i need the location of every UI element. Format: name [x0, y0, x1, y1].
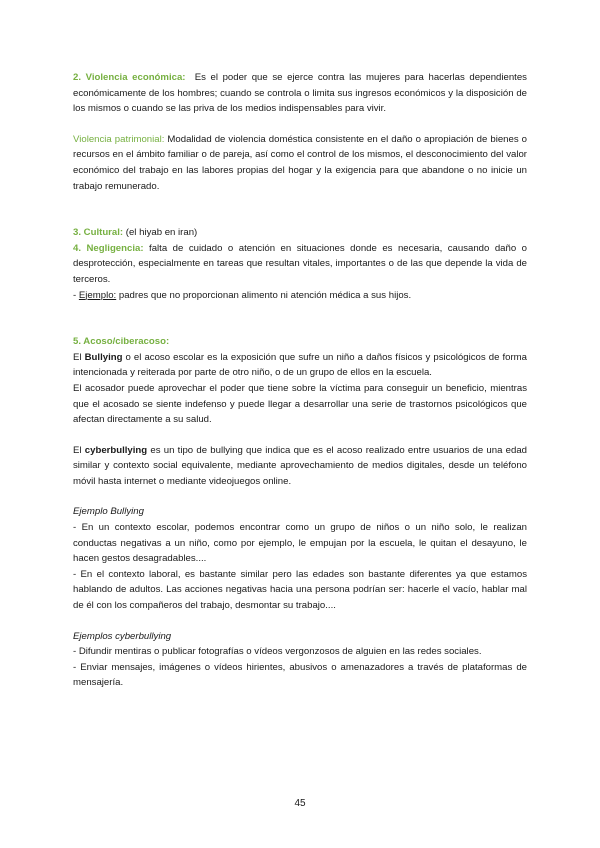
cyberbullying-def-text: es un tipo de bullying que indica que es el acoso realizado entre usuarios de una edad similar y contexto social equivalente, mediante aprovechamiento de medios digitales, desde un teléfono móvil hasta internet o mediante videojuegos online.	[73, 444, 528, 487]
bullying-def-pre: El	[73, 351, 85, 363]
page-content	[73, 70, 527, 691]
acosador-paragraph: El acosador puede aprovechar el poder que tiene sobre la víctima para conseguir un beneficio, mientras que el acosado se siente indefenso y puede llegar a desarrollar una serie de trastornos psicológicos que afectan directamente a su salud.	[73, 382, 527, 426]
bullying-example-escolar: - En un contexto escolar, podemos encontrar como un grupo de niños o un niño solo, le realizan conductas negativas a un niño, como por ejemplo, le empujan por la escuela, le quitan el desayuno, le hacen gestos desagradables....	[73, 522, 527, 565]
negligencia-heading: 4. Negligencia:	[73, 242, 144, 254]
bullying-term: Bullying	[84, 351, 123, 363]
acoso-heading-line	[73, 334, 527, 350]
bullying-example-laboral: - En el contexto laboral, es bastante similar pero las edades son bastante diferentes ya que estamos hablando de adultos. Las acciones negativas hacia una persona podrían ser: hacerle el vacío, hablar mal de él con los compañeros del trabajo, desmontar su trabajo....	[73, 568, 527, 612]
cultural-text: (el hiyab en iran)	[125, 227, 198, 239]
bullying-examples-title: Ejemplo Bullying	[73, 506, 144, 518]
bullying-definition	[73, 350, 527, 381]
violencia-economica-paragraph	[73, 70, 527, 117]
acoso-heading: 5. Acoso/ciberacoso:	[73, 336, 170, 348]
cyber-examples-title: Ejemplos cyberbullying	[73, 630, 172, 642]
negligencia-example	[73, 288, 527, 304]
bullying-def-text: o el acoso escolar es la exposición que sufre un niño a daños físicos y psicológicos de forma intencionada y reiterada por parte de otro niño, o de un grupo de ellos en la escuela.	[73, 351, 527, 379]
page-number: 45	[294, 798, 306, 809]
cyberbullying-term: cyberbullying	[84, 444, 148, 456]
violencia-patrimonial-paragraph	[73, 132, 527, 194]
cultural-heading: 3. Cultural:	[73, 227, 124, 239]
negligencia-example-text: padres que no proporcionan alimento ni atención médica a sus hijos.	[116, 289, 412, 301]
violencia-economica-heading: 2. Violencia económica:	[73, 72, 186, 83]
negligencia-paragraph	[73, 241, 527, 288]
violencia-economica-text: Es el poder que se ejerce contra las mujeres para hacerlas dependientes económicamente de los hombres; cuando se controla o limita sus ingresos económicos y la disposición de los mismos o cuando se las priva de los medios indispensables para vivir.	[73, 72, 527, 115]
negligencia-example-prefix: -	[73, 289, 79, 301]
cyber-example-difundir: - Difundir mentiras o publicar fotografías o vídeos vergonzosos de alguien en las redes sociales.	[73, 646, 482, 658]
violencia-patrimonial-heading: Violencia patrimonial:	[73, 133, 165, 145]
cultural-paragraph	[73, 225, 527, 241]
cyberbullying-def-pre: El	[73, 444, 85, 456]
negligencia-example-label: Ejemplo:	[78, 289, 117, 301]
negligencia-text: falta de cuidado o atención en situaciones donde es necesaria, causando daño o desprotección, especialmente en tareas que resultan vitales, importantes o de las que depende la vida de terceros.	[73, 242, 528, 285]
violencia-patrimonial-text: Modalidad de violencia doméstica consistente en el daño o apropiación de bienes o recursos en el ámbito familiar o de pareja, así como el control de los mismos, el desconocimiento del valor económico del trabajo en las labores propias del hogar y la exigencia para que abandone o no inicie un trabajo remunerado.	[73, 133, 527, 192]
cyberbullying-definition	[73, 443, 527, 490]
cyber-example-enviar: - Enviar mensajes, imágenes o vídeos hirientes, abusivos o amenazadores a través de plataformas de mensajería.	[73, 661, 527, 689]
